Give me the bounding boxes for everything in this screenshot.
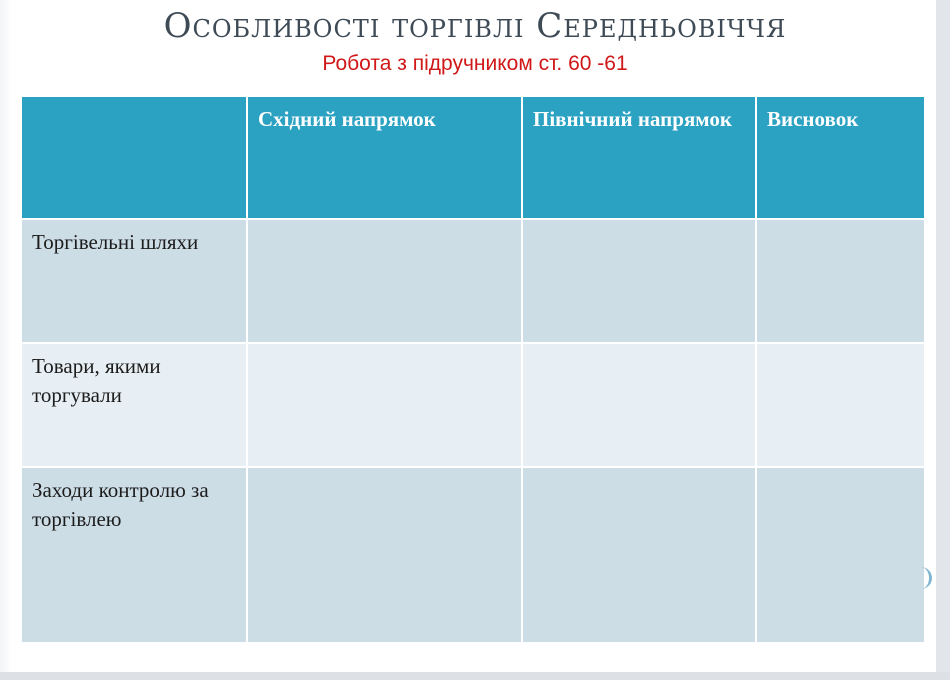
- table-cell[interactable]: [247, 343, 522, 467]
- table-cell[interactable]: [522, 219, 756, 343]
- row-label-traded-goods: Товари, якими торгували: [21, 343, 247, 467]
- header-north-direction: Північний напрямок: [522, 96, 756, 219]
- slide-title: Особливості торгівлі Середньовіччя: [163, 6, 787, 46]
- table-cell[interactable]: [756, 219, 925, 343]
- comparison-table: [20, 95, 926, 644]
- table-row: [21, 467, 925, 643]
- header-east-direction: Східний напрямок: [247, 96, 522, 219]
- header-corner-cell: [21, 96, 247, 219]
- table-cell[interactable]: [522, 343, 756, 467]
- row-label-trade-routes: Торгівельні шляхи: [21, 219, 247, 343]
- table-row: [21, 219, 925, 343]
- table-header-row: [21, 96, 925, 219]
- slide-right-margin: [936, 0, 950, 680]
- table-cell[interactable]: [756, 343, 925, 467]
- table-cell[interactable]: [247, 467, 522, 643]
- slide-bottom-margin: [0, 672, 950, 680]
- table-row: [21, 343, 925, 467]
- row-label-trade-control: Заходи контролю за торгівлею: [21, 467, 247, 643]
- table-cell[interactable]: [522, 467, 756, 643]
- header-conclusion: Висновок: [756, 96, 925, 219]
- table-cell[interactable]: [247, 219, 522, 343]
- slide-subtitle: Робота з підручником ст. 60 -61: [322, 52, 628, 75]
- slide-left-edge: [0, 0, 12, 672]
- table-cell[interactable]: [756, 467, 925, 643]
